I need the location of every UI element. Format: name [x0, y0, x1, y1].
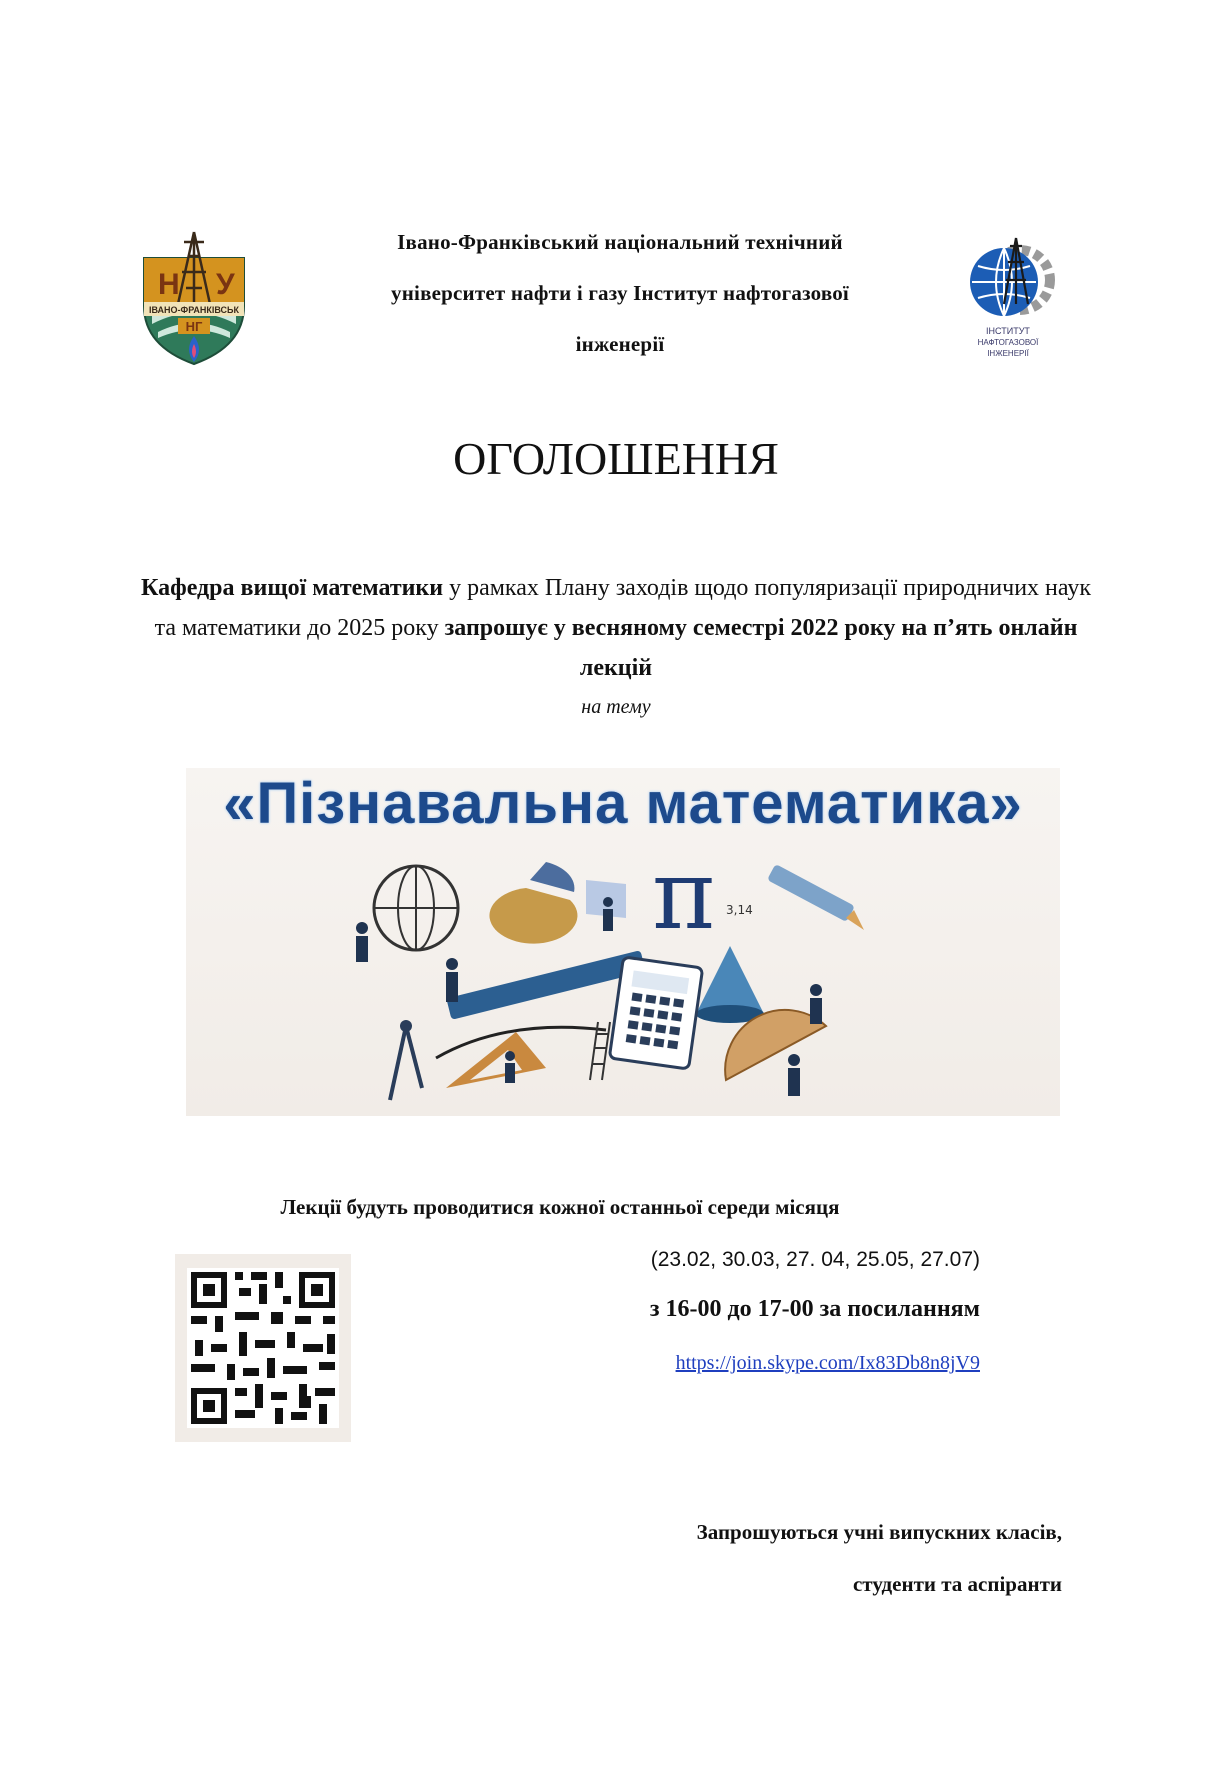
institute-logo-text-3: ІНЖЕНЕРІЇ	[987, 349, 1029, 358]
logo-letter-u: У	[216, 268, 235, 301]
institute-logo	[960, 236, 1056, 366]
intro-paragraph	[130, 568, 1102, 688]
logo-badge: НГ	[185, 319, 203, 334]
calculator-icon	[609, 957, 702, 1069]
page-title: ОГОЛОШЕННЯ	[453, 433, 779, 484]
skype-link[interactable]: https://join.skype.com/Ix83Db8n8jV9	[675, 1352, 980, 1374]
logo-letter-n: Н	[158, 268, 180, 301]
intro-invitation: запрошує у весняному семестрі 2022 року на п’ять онлайн лекцій	[444, 615, 1078, 681]
schedule-time: з 16-00 до 17-00 за посиланням	[649, 1296, 980, 1322]
globe-icon	[374, 866, 458, 950]
schedule-text: Лекції будуть проводитися кожної останньої середи місяця	[280, 1195, 840, 1219]
intro-department: Кафедра вищої математики	[141, 575, 444, 601]
svg-text:3,14: 3,14	[726, 903, 753, 917]
header-line-3: інженерії	[575, 332, 665, 356]
institute-logo-text-1: ІНСТИТУТ	[986, 326, 1030, 336]
schedule-dates: (23.02, 30.03, 27. 04, 25.05, 27.07)	[650, 1248, 980, 1271]
topic-label: на тему	[581, 696, 651, 718]
banner-title: «Пізнавальна математика»	[223, 771, 1023, 836]
header-line-2: університет нафти і газу Інститут нафтогазової	[391, 281, 849, 305]
invite-line-2: студенти та аспіранти	[852, 1572, 1062, 1596]
institute-logo-text-2: НАФТОГАЗОВОЇ	[977, 338, 1039, 347]
university-logo	[138, 228, 250, 368]
svg-text:π: π	[652, 839, 716, 951]
logo-city: ІВАНО-ФРАНКІВСЬК	[148, 305, 240, 315]
qr-code	[175, 1254, 351, 1442]
header-line-1: Івано-Франківський національний технічний	[397, 230, 843, 254]
intro-context: у рамках Плану заходів щодо популяризації природничих наук та математики до 2025 року	[154, 575, 1091, 641]
invite-line-1: Запрошуються учні випускних класів,	[696, 1520, 1062, 1544]
